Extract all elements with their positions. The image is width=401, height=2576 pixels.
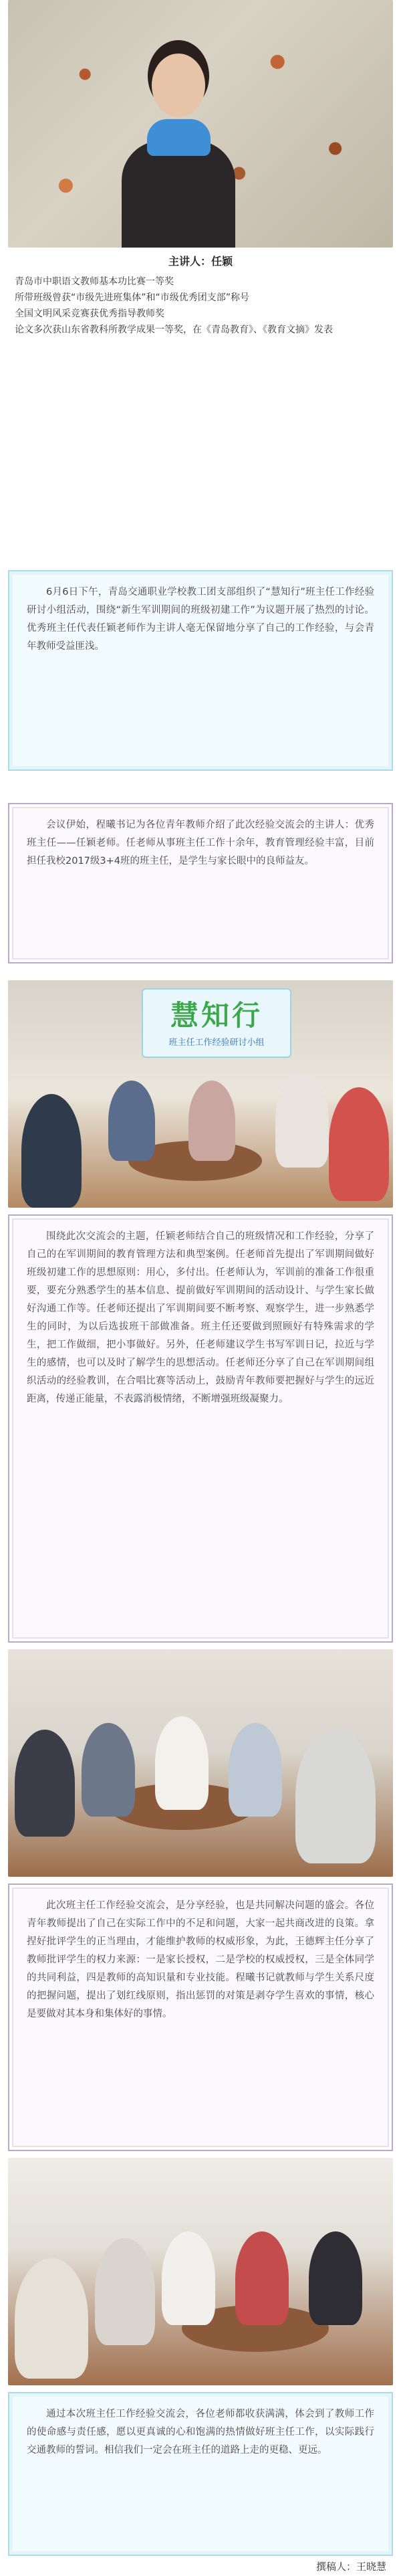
bio-line-4: 论文多次获山东省教科所教学成果一等奖，在《青岛教育》、《教育文摘》发表	[15, 325, 333, 335]
attendee-figure	[95, 2238, 155, 2345]
attendee-figure	[309, 2231, 362, 2325]
attendee-figure	[15, 2258, 88, 2379]
attendee-figure	[275, 1074, 329, 1168]
speaker-figure	[122, 40, 235, 248]
attendee-figure	[21, 1094, 82, 1208]
discussion-paragraph-box	[8, 1883, 393, 2151]
coat-shape	[122, 141, 235, 248]
main-content-box	[8, 1214, 393, 1643]
attendee-figure	[108, 1081, 155, 1161]
event-banner	[142, 988, 291, 1058]
attendee-figure	[15, 1730, 75, 1837]
intro-paragraph: 6月6日下午，青岛交通职业学校教工团支部组织了“慧知行”班主任工作经验研讨小组活动，围绕“新生军训期间的班级初建工作”为议题开展了热烈的讨论。优秀班主任代表任颖老师作为主讲人毫无保留地分享了自己的工作经验，与会青年教师受益匪浅。	[27, 587, 374, 652]
attendee-figure	[82, 1723, 135, 1817]
opening-paragraph-box	[8, 803, 393, 963]
head-shape	[152, 54, 205, 117]
intro-paragraph-box	[8, 570, 393, 771]
opening-paragraph: 会议伊始，程曦书记为各位青年教师介绍了此次经验交流会的主讲人：优秀班主任——任颖老师。任老师从事班主任工作十余年，教育管理经验丰富，目前担任我校2017级3+4班的班主任，是学生与家长眼中的良师益友。	[27, 820, 374, 866]
main-content-paragraph: 围绕此次交流会的主题，任颖老师结合自己的班级情况和工作经验，分享了自己的在军训期间的教育管理方法和典型案例。任老师首先提出了军训期间做好班级初建工作的思想原则：用心，多付出。任老师认为，军训前的准备工作很重要，要充分熟悉学生的基本信息、提前做好军训期间的活动设计、与学生家长做好沟通工作等。任老师还提出了军训期间要不断考察、观察学生，进一步熟悉学生的同时，为以后选拔班干部做准备。班主任还要做到照顾好有特殊需求的学生，把工作做细，把小事做好。另外，任老师建议学生书写军训日记，拉近与学生的感情，也可以及时了解学生的思想活动。任老师还分享了自己在军训期间组织活动的经验教训，在合唱比赛等活动上，鼓励青年教师要把握好与学生的远近距离，传递正能量，不表露消极情绪，不断增强班级凝聚力。	[27, 1231, 374, 1404]
bio-line-1: 青岛市中职语文教师基本功比赛一等奖	[15, 276, 174, 287]
attendee-figure	[235, 2231, 289, 2325]
speaker-name: 主讲人：任颖	[168, 255, 233, 268]
banner-subtitle: 班主任工作经验研讨小组	[168, 1038, 265, 1048]
meeting-photo-3	[8, 2158, 393, 2385]
attendee-figure	[295, 1730, 376, 1863]
speaker-portrait-photo	[8, 0, 393, 248]
discussion-paragraph: 此次班主任工作经验交流会，是分享经验，也是共同解决问题的盛会。各位青年教师提出了自己在实际工作中的不足和问题，大家一起共商改进的良策。拿捏好批评学生的正当理由，才能维护教师的权威形象，为此，王德辉主任分享了教师批评学生的权力来源：一是家长授权，二是学校的权威授权，三是全体同学的共同利益，四是教师的高知识量和专业技能。程曦书记就教师与学生关系尺度的把握问题，提出了划红线原则，指出惩罚的对策是剥夺学生喜欢的事情，核心是要做对其本身和集体好的事情。	[27, 1900, 374, 2019]
meeting-photo-1	[8, 980, 393, 1208]
attendee-figure	[162, 2231, 215, 2325]
editor-credit: 撰稿人：王晓慧	[315, 2561, 386, 2573]
attendee-figure	[188, 1081, 235, 1161]
bio-line-3: 全国文明风采竞赛获优秀指导教师奖	[15, 308, 164, 319]
banner-title: 慧知行	[170, 999, 263, 1032]
attendee-figure	[329, 1087, 389, 1201]
meeting-photo-2	[8, 1649, 393, 1877]
speaker-bio	[15, 253, 386, 338]
scarf-shape	[147, 119, 211, 156]
conclusion-paragraph: 通过本次班主任工作经验交流会，各位老师都收获满满，体会到了教师工作的使命感与责任感，愿以更真诚的心和饱满的热情做好班主任工作，以实际践行交通教师的誓词。相信我们一定会在班主任的道路上走的更稳、更远。	[27, 2409, 374, 2456]
conclusion-paragraph-box	[8, 2392, 393, 2556]
attendee-figure	[155, 1716, 209, 1810]
bio-line-2: 所带班级曾获“市级先进班集体”和“市级优秀团支部”称号	[15, 292, 250, 303]
attendee-figure	[229, 1723, 282, 1817]
